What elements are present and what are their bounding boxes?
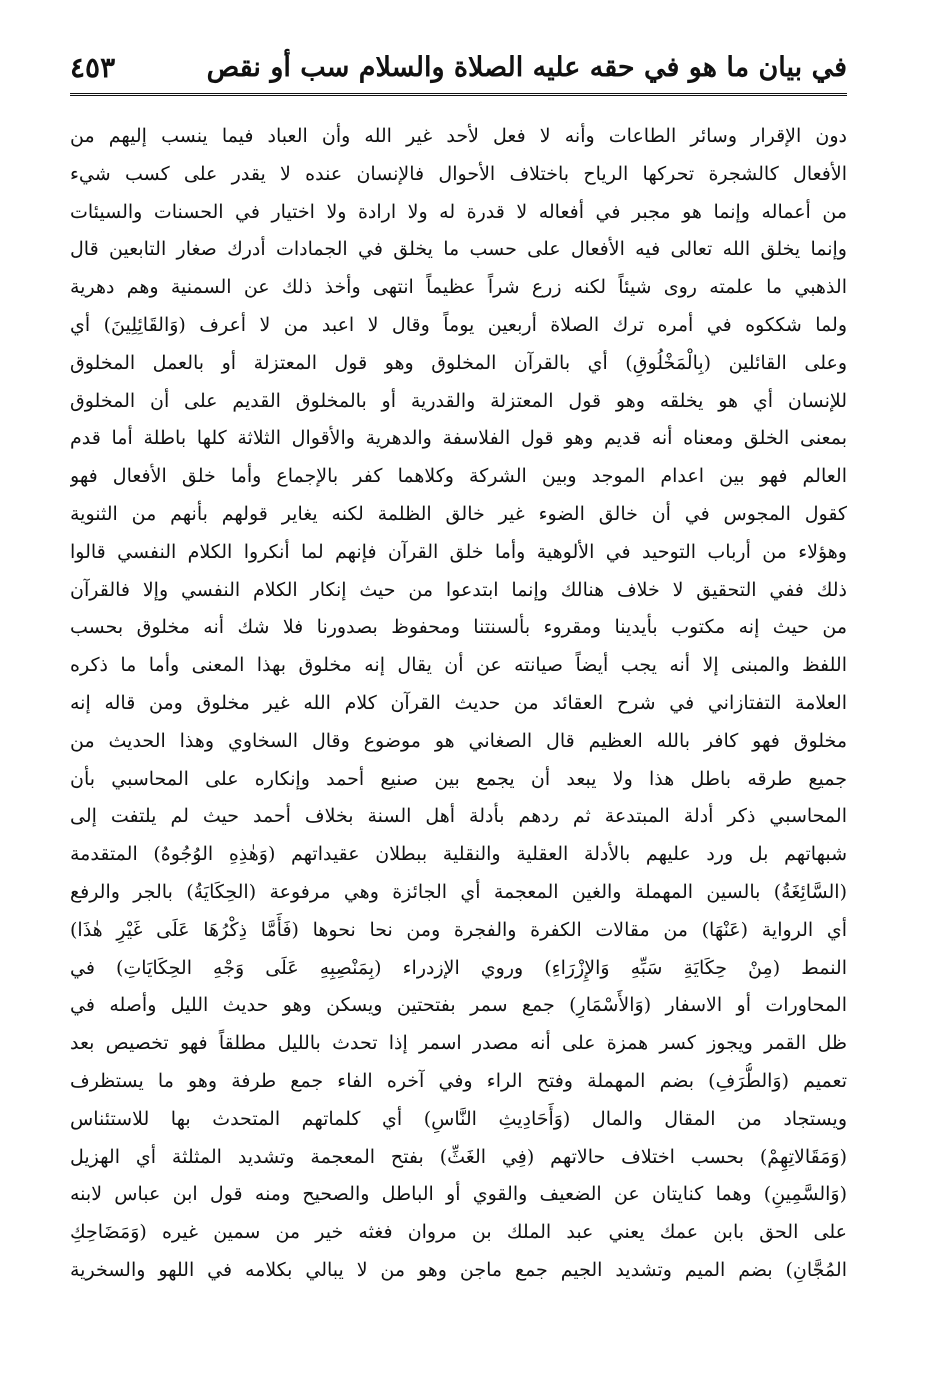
text-line: جميع طرقه باطل هذا ولا يبعد أن يجمع بين صنيع أحمد وإنكاره على المحاسبي بأن	[70, 767, 847, 790]
text-line: مخلوق فهو كافر بالله العظيم قال الصغاني هو موضوع وقال السخاوي وهذا الحديث من	[70, 729, 847, 752]
header-divider	[70, 93, 847, 96]
text-line: المحاسبي ذكر أدلة المبتدعة ثم ردهم بأدلة أهل السنة بخلاف أحمد حيث لم يلتفت إلى	[70, 805, 847, 828]
text-line: وعلى القائلين (بِالْمَخْلُوقِ) أي بالقرآن المخلوق وهو قول المعتزلة أو بالعمل المخلوق	[70, 351, 847, 374]
text-line: أي الرواية (عَنْهَا) من مقالات الكفرة والفجرة ومن نحا نحوها (فَأَمَّا ذِكْرُهَا عَلَى غَيْرِ هٰذَا)	[70, 918, 847, 941]
text-line: تعميم (وَالطُّرَفِ) بضم المهملة وفتح الراء وفي آخره الفاء جمع طرفة وهو ما يستظرف	[70, 1069, 847, 1092]
text-line: ولما شككوه في أمره ترك الصلاة أربعين يوماً وقال لا اعبد من لا أعرف (وَالقَائِلِينَ) أي	[70, 313, 847, 336]
text-line: المحاورات أو الاسفار (وَالأَسْمَارِ) جمع سمر بفتحتين ويسكن وهو حديث الليل وأصله في	[70, 994, 847, 1017]
text-line: العالم فهو بين اعدام الموجد وبين الشركة وكلاهما كفر بالإجماع وأما خلق الأفعال فهو	[70, 465, 847, 488]
text-line: بمعنى الخلق ومعناه أنه قديم وهو قول الفلاسفة والدهرية والأقوال الثلاثة كلها باطلة أما قدم	[70, 427, 847, 450]
text-line: وهؤلاء من أرباب التوحيد في الألوهية وأما خلق القرآن فإنهم لما أنكروا الكلام النفسي قالوا	[70, 540, 847, 563]
text-line: (وَمَقَالاتِهِمْ) بحسب اختلاف حالاتهم (فِي الغَثِّ) بفتح المعجمة وتشديد المثلثة أي الهزيل	[70, 1145, 847, 1168]
text-line: ويستجاد من المقال والمال (وَأَحَادِيثِ النَّاسِ) أي كلماتهم المتحدث بها للاستئناس	[70, 1107, 847, 1130]
text-line: المُجَّانِ) بضم الميم وتشديد الجيم جمع ماجن وهو من لا يبالي بكلامه في اللهو والسخرية	[70, 1258, 847, 1281]
text-line: (وَالسَّمِينِ) وهما كنايتان عن الضعيف والقوي أو الباطل والصحيح ومنه قول ابن عباس لابنه	[70, 1183, 847, 1206]
text-line: من أعماله وإنما هو مجبر في أفعاله لا قدرة له ولا ارادة ولا اختيار في الحسنات والسيئات	[70, 200, 847, 223]
text-line: على الحق بابن عمك يعني عبد الملك بن مروان فغثه خير من سمين غيره (وَمَضَاحِكِ	[70, 1221, 847, 1244]
text-line: شبهاتهم بل ورد عليهم بالأدلة العقلية والنقلية ببطلان عقيداتهم (وَهٰذِهِ الوُجُوهُ) المتقدمة	[70, 843, 847, 866]
text-line: الذهبي ما علمته روى شيئاً لكنه زرع شراً عظيماً انتهى وأخذ ذلك عن السمنية وهم دهرية	[70, 276, 847, 299]
page-number: ٤٥٣	[70, 51, 116, 84]
body-text	[70, 118, 847, 1290]
text-line: الأفعال كالشجرة تحركها الرياح باختلاف الأحوال فالإنسان عنده لا يقدر على كسب شيء	[70, 162, 847, 185]
running-title: في بيان ما هو في حقه عليه الصلاة والسلام سب أو نقص	[206, 52, 847, 83]
text-line: من حيث إنه مكتوب بأيدينا ومقروء بألسنتنا ومحفوظ بصدورنا فلا شك أنه مخلوق بحسب	[70, 616, 847, 639]
text-line: العلامة التفتازاني في شرح العقائد من حديث القرآن كلام الله غير مخلوق ومن قاله إنه	[70, 691, 847, 714]
page-header	[70, 44, 847, 96]
text-line: ظل القمر ويجوز كسر همزة على أنه مصدر اسمر إذا تحدث بالليل مطلقاً فهو تخصيص بعد	[70, 1032, 847, 1055]
text-line: اللفظ والمبنى إلا أنه يجب أيضاً صيانته عن أن يقال إنه مخلوق بهذا المعنى وأما ما ذكره	[70, 654, 847, 677]
text-line: للإنسان أي هو يخلقه وهو قول المعتزلة والقدرية أو بالمخلوق القديم على أن المخلوق	[70, 389, 847, 412]
text-line: وإنما يخلق الله تعالى فيه الأفعال على حسب ما يخلق في الجمادات أدرك صغار التابعين قال	[70, 238, 847, 261]
text-line: ذلك ففي التحقيق لا خلاف هنالك وإنما ابتدعوا من حيث إنكار الكلام النفسي وإلا فالقرآن	[70, 578, 847, 601]
text-line: دون الإقرار وسائر الطاعات وأنه لا فعل لأحد غير الله وأن العباد فيما ينسب إليهم من	[70, 125, 847, 147]
text-line: كقول المجوس في أن خالق الضوء غير خالق الظلمة لكنه يغاير قولهم بأنهم من الثنوية	[70, 502, 847, 525]
text-line: النمط (مِنْ حِكَايَةِ سَبِّهِ وَالإِزْرَاءِ) وروي الإزدراء (بِمَنْصِبِهِ عَلَى وَجْهِ الحِكَايَاتِ) في	[70, 956, 847, 979]
text-line: (السَّائِغَةُ) بالسين المهملة والغين المعجمة أي الجائزة وهي مرفوعة (الحِكَايَةُ) بالجر والرفع	[70, 880, 847, 903]
